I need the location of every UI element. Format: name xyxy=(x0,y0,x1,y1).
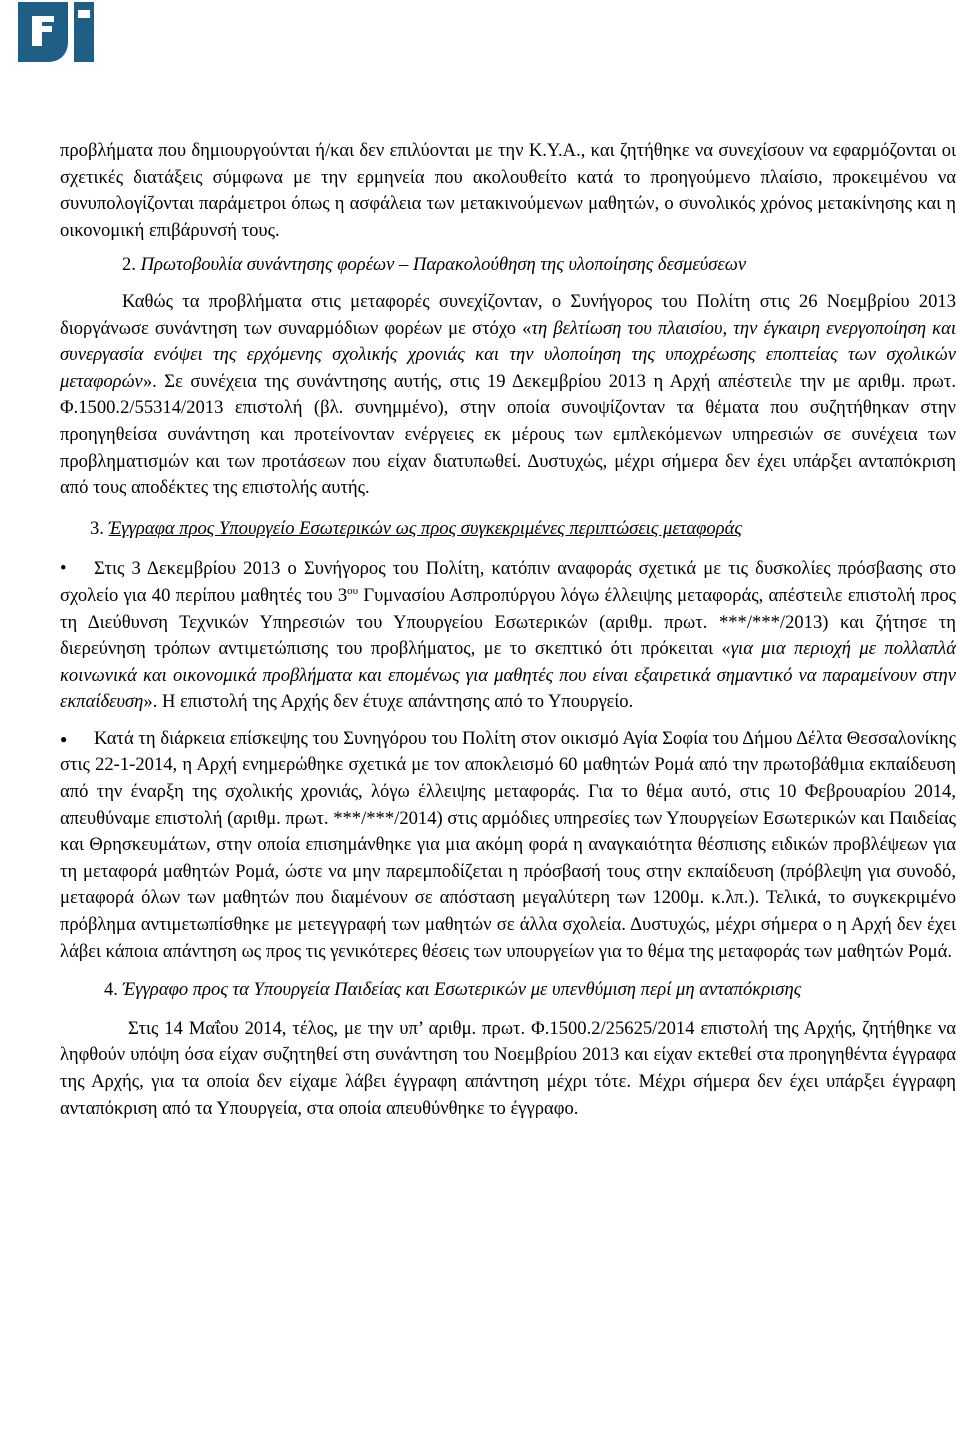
bullet-icon: • xyxy=(60,558,67,580)
spacer xyxy=(60,716,956,726)
section-3-heading xyxy=(60,516,956,543)
quoted-aims: τη βελτίωση του πλαισίου, την έγκαιρη ενεργοποίηση και συνεργασία ενόψει της ερχόμενης σχολικής χρονιάς και την υλοποίηση της υποχρέωσης εποπτείας των σχολικών μεταφορών xyxy=(60,317,956,392)
section-2-number: 2. xyxy=(122,254,136,276)
section-4-title: Έγγραφο προς τα Υπουργεία Παιδείας και Εσωτερικών με υπενθύμιση περί μη ανταπόκρισης xyxy=(122,979,802,1001)
bullet-item-roma: ● Κατά τη διάρκεια επίσκεψης του Συνηγόρου του Πολίτη στον οικισμό Αγία Σοφία του Δήμου Δέλτα Θεσσαλονίκης στις 22-1-2014, η Αρχή ενημερώθηκε σχετικά με τον αποκλεισμό 60 μαθητών Ρομά από την πρωτοβάθμια εκπαίδευση από την έναρξη της σχολικής χρονιάς, λόγω έλλειψης μεταφοράς. Για το θέμα αυτό, στις 10 Φεβρουαρίου 2014, απευθύναμε επιστολή (αριθμ. πρωτ. ***/***/2014) στις αρμόδιες υπηρεσίες των Υπουργείων Εσωτερικών και Παιδείας και Θρησκευμάτων, στην οποία επισημάνθηκε για μια ακόμη φορά η αναγκαιότητα θέσπισης ειδικών προβλέψεων για τη μεταφορά μαθητών Ρομά, ώστε να μην παρεμποδίζεται η πρόσβασή τους στην εκπαίδευση (πρόβλεψη για συνοδό, μεταφορά όλων των μαθητών που διαμένουν σε απόσταση μεγαλύτερη των 1200μ. κ.λπ.). Τελικά, το συγκεκριμένο πρόβλημα αντιμετωπίσθηκε με μετεγγραφή των μαθητών σε άλλα σχολεία. Δυστυχώς, μέχρι σήμερα ο η Αρχή δεν έχει λάβει κάποια απάντηση ως προς τις γενικότερες θέσεις των υπουργείων για το θέμα της μεταφοράς των μαθητών Ρομά. xyxy=(60,727,956,962)
paragraph-intro: προβλήματα που δημιουργούνται ή/και δεν επιλύονται με την Κ.Υ.Α., και ζητήθηκε να συνεχίσουν να εφαρμόζονται οι σχετικές διατάξεις σύμφωνα με την ερμηνεία που ακολουθείτο κατά το προηγούμενο πλαίσιο, προκειμένου να συνυπολογίζονται παράμετροι όπως η ασφάλεια των μετακινούμενων μαθητών, ο συνολικός χρόνος μετακίνησης και η οικονομική επιβάρυνσή τους. xyxy=(60,140,956,241)
document-body xyxy=(60,138,956,1122)
section-4-number: 4. xyxy=(104,979,118,1001)
quoted-reason: για μια περιοχή με πολλαπλά κοινωνικά και οικονομικά προβλήματα και επομένως για μαθητές που είναι εξαιρετικά σημαντικό να παραμείνουν στην εκπαίδευση xyxy=(60,638,956,713)
section-3-title: Έγγραφα προς Υπουργείο Εσωτερικών ως προς συγκεκριμένες περιπτώσεις μεταφοράς xyxy=(108,517,742,539)
section-2-title: Πρωτοβουλία συνάντησης φορέων – Παρακολούθηση της υλοποίησης δεσμεύσεων xyxy=(140,254,747,276)
bullet-item-aspropyrgos: • Στις 3 Δεκεμβρίου 2013 ο Συνήγορος του Πολίτη, κατόπιν αναφοράς σχετικά με τις δυσκολίες πρόσβασης στο σχολείο για 40 περίπου μαθητές του $3^{o\upsilon}$ Γυμνασίου Ασπροπύργου λόγω έλλειψης μεταφοράς, απέστειλε επιστολή προς τη Διεύθυνση Τεχνικών Υπηρεσιών του Υπουργείου Εσωτερικών (αριθμ. πρωτ. ***/***/2013) και ζήτησε τη διερεύνηση τρόπων αντιμετώπισης του προβλήματος, με το σκεπτικό ότι πρόκειται «για μια περιοχή με πολλαπλά κοινωνικά και οικονομικά προβλήματα και επομένως για μαθητές που είναι εξαιρετικά σημαντικό να παραμείνουν στην εκπαίδευση». Η επιστολή της Αρχής δεν έτυχε απάντησης από το Υπουργείο. xyxy=(60,558,957,713)
paragraph-section-2: Καθώς τα προβλήματα στις μεταφορές συνεχίζονταν, ο Συνήγορος του Πολίτη στις 26 Νοεμβρίου 2013 διοργάνωσε συνάντηση των συναρμόδιων φορέων με στόχο «τη βελτίωση του πλαισίου, την έγκαιρη ενεργοποίηση και συνεργασία ενόψει της ερχόμενης σχολικής χρονιάς και την υλοποίηση της υποχρέωσης εποπτείας των σχολικών μεταφορών». Σε συνέχεια της συνάντησης αυτής, στις 19 Δεκεμβρίου 2013 η Αρχή απέστειλε την με αριθμ. πρωτ. Φ.1500.2/55314/2013 επιστολή (βλ. συνημμένο), στην οποία συνοψίζονταν τα θέματα που συζητήθηκαν στην προηγηθείσα συνάντηση και προτείνονταν ενέργειες εκ μέρους των εμπλεκόμενων υπηρεσιών σε συνέχεια των προβληματισμών και των προτάσεων που είχαν διατυπωθεί. Δυστυχώς, μέχρι σήμερα δεν έχει υπάρξει ανταπόκριση από τους αποδέκτες της επιστολής αυτής. xyxy=(60,290,956,499)
ombudsman-logo-icon xyxy=(8,2,106,64)
bullet-icon: ● xyxy=(60,731,68,746)
section-3-number: 3. xyxy=(90,517,104,539)
section-4-heading xyxy=(60,977,956,1004)
paragraph-section-4: Στις 14 Μαΐου 2014, τέλος, με την υπ’ αριθμ. πρωτ. Φ.1500.2/25625/2014 επιστολή της Αρχής, ζητήθηκε να ληφθούν υπόψη όσα είχαν συζητηθεί στη συνάντηση του Νοεμβρίου 2013 και είχαν εκτεθεί στα προηγηθέντα έγγραφα της Αρχής, για τα οποία δεν είχαμε λάβει έγγραφη απάντηση μέχρι τότε. Μέχρι σήμερα δεν έχει υπάρξει έγγραφη ανταπόκριση από τα Υπουργεία, στα οποία απευθύνθηκε το έγγραφο. xyxy=(60,1017,956,1119)
superscript-ou: ου xyxy=(347,584,359,597)
section-2-heading xyxy=(60,252,956,279)
